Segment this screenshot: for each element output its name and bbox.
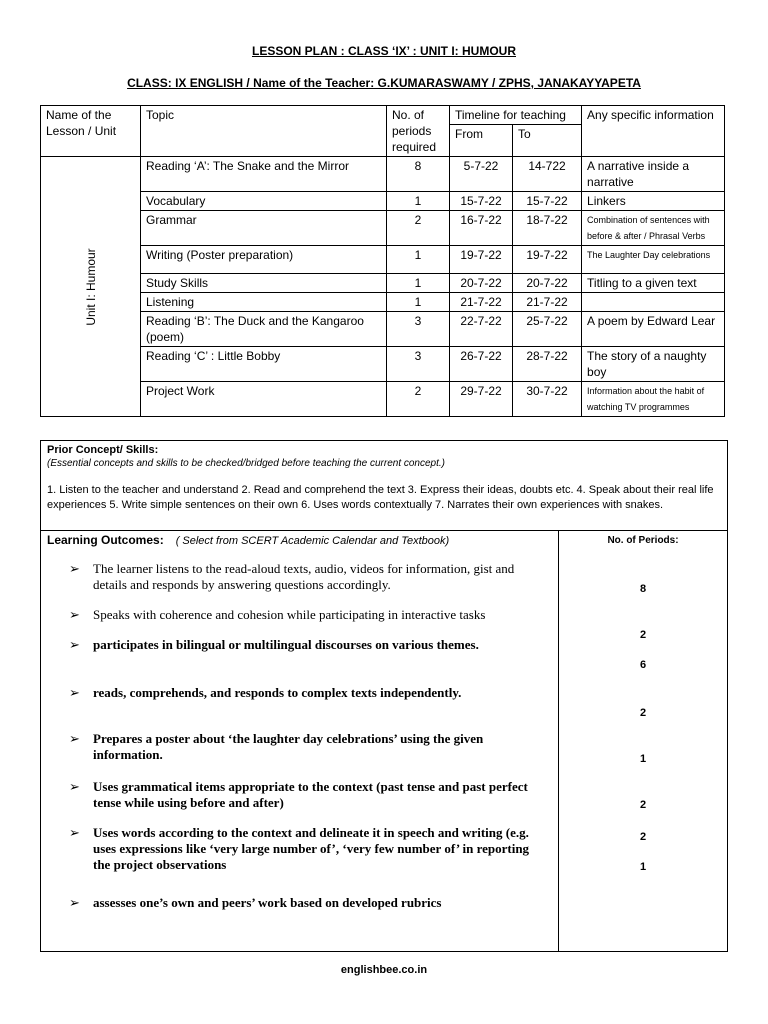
outcome-text: Uses words according to the context and delineate it in speech and writing (e.g. uses expressions like ‘very large number of’, ‘very few number of’ in reporting the project observations [93,825,530,872]
table-row [41,246,725,274]
cell-periods: 8 [387,157,450,192]
cell-info: Titling to a given text [582,274,725,293]
outcome-text: Speaks with coherence and cohesion while participating in interactive tasks [93,607,486,622]
arrow-bullet-icon: ➢ [69,731,80,746]
list-item [69,825,539,873]
cell-from: 20-7-22 [450,274,513,293]
learning-outcomes [41,531,559,951]
cell-topic: Grammar [141,211,387,246]
list-item [69,779,539,811]
page-subtitle: CLASS: IX ENGLISH / Name of the Teacher: G.KUMARASWAMY / ZPHS, JANAKAYYAPETA [127,76,641,90]
list-item [69,895,539,911]
period-number: 2 [639,629,647,641]
outcome-text: reads, comprehends, and responds to complex texts independently. [93,685,462,700]
cell-topic: Reading ‘C’ : Little Bobby [141,347,387,382]
table-row [41,211,725,246]
cell-to: 30-7-22 [513,382,582,417]
header-topic: Topic [141,106,387,157]
cell-from: 26-7-22 [450,347,513,382]
cell-info: Information about the habit of watching TV programmes [582,382,725,417]
header-info: Any specific information [582,106,725,157]
cell-info: The story of a naughty boy [582,347,725,382]
table-row [41,293,725,312]
header-periods: No. of periods required [387,106,450,157]
table-row [41,312,725,347]
learning-outcomes-note: ( Select from SCERT Academic Calendar and Textbook) [175,535,450,547]
cell-periods: 1 [387,192,450,211]
cell-to: 28-7-22 [513,347,582,382]
cell-info: Linkers [582,192,725,211]
arrow-bullet-icon: ➢ [69,895,80,910]
period-number: 1 [639,861,647,873]
cell-info: A poem by Edward Lear [582,312,725,347]
cell-to: 18-7-22 [513,211,582,246]
arrow-bullet-icon: ➢ [69,637,80,652]
page-title: LESSON PLAN : CLASS ‘IX’ : UNIT I: HUMOUR [251,44,516,58]
cell-info: Combination of sentences with before & after / Phrasal Verbs [582,211,725,246]
header-to: To [513,125,582,157]
outcomes-box [40,440,728,952]
list-item [69,637,539,653]
list-item [69,561,539,593]
arrow-bullet-icon: ➢ [69,779,80,794]
cell-periods: 1 [387,274,450,293]
cell-info [582,293,725,312]
list-item [69,607,539,623]
cell-topic: Listening [141,293,387,312]
footer-site: englishbee.co.in [340,964,428,976]
outcome-text: Prepares a poster about ‘the laughter day celebrations’ using the given information. [93,731,484,762]
period-number: 2 [639,831,647,843]
prior-text: 1. Listen to the teacher and understand 2. Read and comprehend the text 3. Express their ideas, doubts etc. 4. Speak about their real life experiences 5. Write simple sentences on their own 6. Uses words contextually 7. Narrates their own experiences with snakes. [47,484,714,511]
lesson-plan-table [40,105,725,417]
cell-topic: Writing (Poster preparation) [141,246,387,274]
unit-label: Unit I: Humour [83,247,98,326]
cell-periods: 1 [387,293,450,312]
cell-periods: 2 [387,382,450,417]
arrow-bullet-icon: ➢ [69,825,80,840]
outcome-text: Uses grammatical items appropriate to the context (past tense and past perfect tense while using before and after) [93,779,528,810]
list-item [69,731,539,763]
table-row [41,347,725,382]
cell-periods: 3 [387,312,450,347]
cell-to: 19-7-22 [513,246,582,274]
table-row [41,192,725,211]
cell-periods: 3 [387,347,450,382]
cell-topic: Study Skills [141,274,387,293]
period-number: 2 [639,799,647,811]
cell-info: The Laughter Day celebrations [582,246,725,274]
period-number: 8 [639,583,647,595]
prior-note: (Essential concepts and skills to be checked/bridged before teaching the current concept.) [47,458,446,469]
period-number: 1 [639,753,647,765]
cell-from: 19-7-22 [450,246,513,274]
header-from: From [450,125,513,157]
cell-periods: 1 [387,246,450,274]
learning-outcomes-heading [47,533,552,547]
cell-topic: Project Work [141,382,387,417]
outcome-text: The learner listens to the read-aloud texts, audio, videos for information, gist and details and responds by answering questions accordingly. [93,561,515,592]
unit-cell [41,157,141,417]
cell-from: 15-7-22 [450,192,513,211]
prior-concepts [41,441,727,531]
arrow-bullet-icon: ➢ [69,607,80,622]
cell-to: 21-7-22 [513,293,582,312]
period-number: 6 [639,659,647,671]
table-row [41,382,725,417]
table-row [41,274,725,293]
arrow-bullet-icon: ➢ [69,561,80,576]
outcome-text: participates in bilingual or multilingual discourses on various themes. [93,637,479,652]
cell-from: 21-7-22 [450,293,513,312]
outcome-text: assesses one’s own and peers’ work based on developed rubrics [93,895,442,910]
cell-from: 29-7-22 [450,382,513,417]
header-timeline: Timeline for teaching [450,106,582,125]
periods-column [559,531,727,951]
cell-to: 20-7-22 [513,274,582,293]
arrow-bullet-icon: ➢ [69,685,80,700]
cell-periods: 2 [387,211,450,246]
learning-outcomes-title: Learning Outcomes: [47,533,164,547]
cell-to: 25-7-22 [513,312,582,347]
prior-title: Prior Concept/ Skills: [47,444,159,456]
cell-info: A narrative inside a narrative [582,157,725,192]
cell-from: 16-7-22 [450,211,513,246]
cell-from: 22-7-22 [450,312,513,347]
cell-to: 15-7-22 [513,192,582,211]
list-item [69,685,539,701]
cell-topic: Vocabulary [141,192,387,211]
cell-to: 14-722 [513,157,582,192]
cell-topic: Reading ‘B’: The Duck and the Kangaroo (poem) [141,312,387,347]
table-row [41,157,725,192]
header-lesson: Name of the Lesson / Unit [41,106,141,157]
cell-topic: Reading ‘A’: The Snake and the Mirror [141,157,387,192]
cell-from: 5-7-22 [450,157,513,192]
period-number: 2 [639,707,647,719]
periods-heading: No. of Periods: [607,535,679,546]
